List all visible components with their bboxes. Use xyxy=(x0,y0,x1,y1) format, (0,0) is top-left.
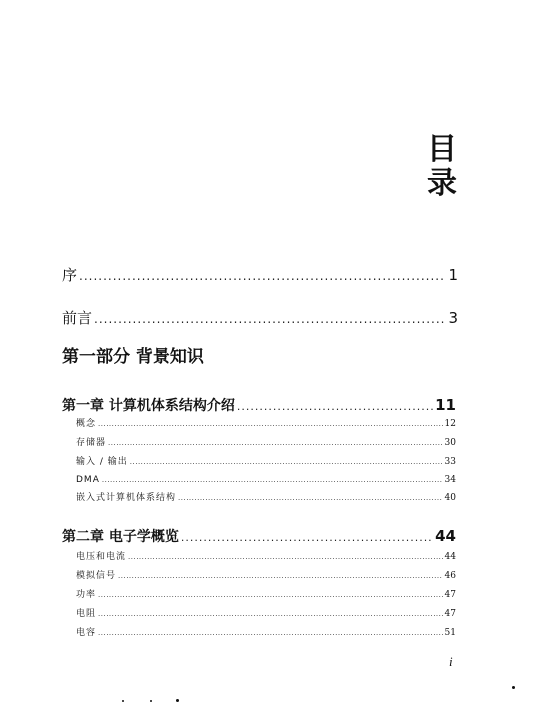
section-label: 模拟信号 xyxy=(76,571,117,581)
toc-entry-foreword xyxy=(62,309,458,328)
toc-section xyxy=(76,456,456,468)
toc-section xyxy=(76,589,456,601)
chapter-label: 第二章 电子学概览 xyxy=(62,529,179,545)
section-label: 功率 xyxy=(76,590,97,600)
toc-entry-page: 1 xyxy=(448,266,458,284)
section-page: 12 xyxy=(444,419,456,429)
dot-leader xyxy=(98,589,443,601)
dot-leader xyxy=(98,627,443,639)
section-label: DMA xyxy=(76,475,100,485)
dot-leader xyxy=(94,310,446,328)
toc-section xyxy=(76,437,456,449)
section-label: 电压和电流 xyxy=(76,552,127,562)
section-page: 51 xyxy=(444,628,456,638)
dot-leader xyxy=(128,551,443,563)
toc-section xyxy=(76,570,456,582)
toc-entry-label: 前言 xyxy=(62,309,93,327)
section-label: 概念 xyxy=(76,419,97,429)
section-label: 输入 / 输出 xyxy=(76,457,128,467)
section-label: 电容 xyxy=(76,628,97,638)
toc-chapter-2 xyxy=(62,527,456,547)
scan-speck xyxy=(122,700,124,702)
page-title: 目录 xyxy=(427,132,458,201)
section-page: 34 xyxy=(444,475,456,485)
section-page: 44 xyxy=(444,552,456,562)
dot-leader xyxy=(237,398,433,416)
toc-section xyxy=(76,551,456,563)
toc-section xyxy=(76,474,456,486)
dot-leader xyxy=(98,608,443,620)
toc-section xyxy=(76,418,456,430)
section-page: 40 xyxy=(444,493,456,503)
chapter-label: 第一章 计算机体系结构介绍 xyxy=(62,398,235,414)
dot-leader xyxy=(108,437,443,449)
chapter-page: 11 xyxy=(435,396,456,414)
dot-leader xyxy=(118,570,443,582)
dot-leader xyxy=(130,456,443,468)
toc-section xyxy=(76,608,456,620)
toc-entry-preface xyxy=(62,266,458,285)
dot-leader xyxy=(178,492,443,504)
scan-speck xyxy=(150,700,152,702)
section-page: 33 xyxy=(444,457,456,467)
chapter-page: 44 xyxy=(435,527,456,545)
section-label: 电阻 xyxy=(76,609,97,619)
dot-leader xyxy=(102,474,443,486)
toc-entry-page: 3 xyxy=(448,309,458,327)
toc-section xyxy=(76,492,456,504)
toc-entry-label: 序 xyxy=(62,266,78,284)
dot-leader xyxy=(181,529,433,547)
section-page: 46 xyxy=(444,571,456,581)
section-page: 30 xyxy=(444,438,456,448)
section-page: 47 xyxy=(444,590,456,600)
part-heading: 第一部分 背景知识 xyxy=(62,347,204,367)
dot-leader xyxy=(98,418,443,430)
page-folio: i xyxy=(449,654,453,669)
section-label: 嵌入式计算机体系结构 xyxy=(76,493,177,503)
scan-speck xyxy=(176,699,179,702)
scan-speck xyxy=(512,686,515,689)
dot-leader xyxy=(79,267,446,285)
section-page: 47 xyxy=(444,609,456,619)
toc-section xyxy=(76,627,456,639)
section-label: 存储器 xyxy=(76,438,107,448)
toc-chapter-1 xyxy=(62,396,456,416)
